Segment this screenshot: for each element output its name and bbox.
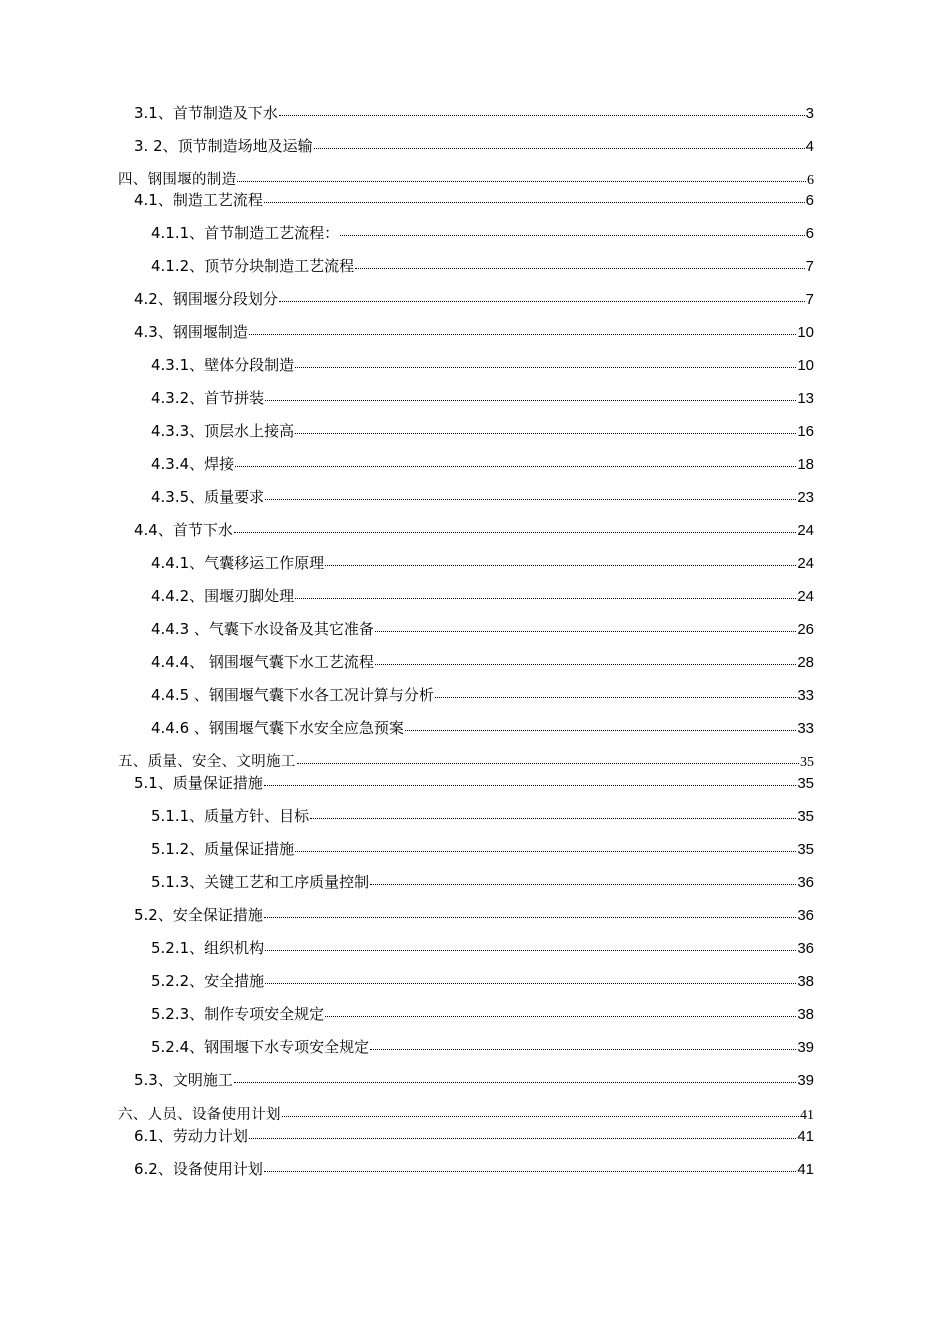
toc-entry-label: 4.1、制造工艺流程 [134,191,263,209]
toc-page-number: 4 [805,138,814,155]
toc-page-number: 36 [797,940,814,957]
toc-entry-label: 4.4、首节下水 [134,521,233,539]
toc-entry-label: 5.1、质量保证措施 [134,774,263,792]
toc-page-number: 36 [797,874,814,891]
dot-leader [264,190,805,205]
toc-entry-4-3-1[interactable] [151,355,814,373]
toc-entry-label: 4.4.2、围堰刃脚处理 [151,587,295,605]
toc-entry-label: 4.3.4、焊接 [151,455,235,473]
toc-entry-label: 4.3.5、质量要求 [151,488,265,506]
toc-entry-label: 4.2、钢围堰分段划分 [134,290,278,308]
dot-leader [295,355,796,370]
toc-entry-5-2-4[interactable] [151,1037,814,1055]
dot-leader [265,938,796,953]
dot-leader [234,1070,796,1085]
dot-leader [295,421,796,436]
dot-leader [340,223,804,238]
dot-leader [282,1104,799,1119]
dot-leader [234,520,796,535]
toc-entry-4-4-6[interactable] [151,718,814,736]
toc-entry-label: 3.1、首节制造及下水 [134,104,278,122]
toc-entry-5-2-3[interactable] [151,1004,814,1022]
toc-entry-label: 4.3.2、首节拼装 [151,389,265,407]
toc-entry-4-4-2[interactable] [151,586,814,604]
dot-leader [264,905,796,920]
dot-leader [435,685,796,700]
toc-entry-4-2[interactable] [134,289,814,307]
toc-entry-label: 5.3、文明施工 [134,1071,233,1089]
toc-entry-label: 5.2.2、安全措施 [151,972,265,990]
dot-leader [405,718,796,733]
toc-page-number: 10 [797,324,814,341]
toc-entry-4-4[interactable] [134,520,814,538]
toc-page-number: 3 [805,105,814,122]
toc-entry-5-1-3[interactable] [151,872,814,890]
toc-entry-label: 4.4.5 、钢围堰气囊下水各工况计算与分析 [151,686,434,704]
toc-page-number: 10 [797,357,814,374]
toc-page-number: 7 [805,291,814,308]
dot-leader [237,169,806,184]
toc-entry-label: 四、钢围堰的制造 [118,171,237,188]
toc-entry-4-3-4[interactable] [151,454,814,472]
toc-entry-label: 六、人员、设备使用计划 [118,1106,281,1123]
toc-entry-4-4-3[interactable] [151,619,814,637]
toc-entry-label: 6.2、设备使用计划 [134,1160,263,1178]
toc-entry-4-3-2[interactable] [151,388,814,406]
toc-page-number: 18 [797,456,814,473]
dot-leader [279,103,805,118]
toc-page-number: 24 [797,588,814,605]
dot-leader [295,839,796,854]
toc-page-number: 28 [797,654,814,671]
toc-entry-label: 5.2.4、钢围堰下水专项安全规定 [151,1038,370,1056]
toc-entry-4-3-3[interactable] [151,421,814,439]
toc-entry-label: 4.4.6 、钢围堰气囊下水安全应急预案 [151,719,404,737]
toc-page-number: 39 [797,1072,814,1089]
toc-entry-5-1-1[interactable] [151,806,814,824]
toc-entry-label: 5.1.3、关键工艺和工序质量控制 [151,873,370,891]
dot-leader [265,971,796,986]
toc-page-number: 33 [797,720,814,737]
dot-leader [279,289,805,304]
dot-leader [310,806,796,821]
dot-leader [264,773,796,788]
toc-entry-label: 5.2.1、组织机构 [151,939,265,957]
toc-entry-4-4-4[interactable] [151,652,814,670]
toc-entry-label: 3. 2、顶节制造场地及运输 [134,137,313,155]
toc-entry-4-3[interactable] [134,322,814,340]
toc-page-number: 39 [797,1039,814,1056]
toc-page-number: 6 [805,225,814,242]
dot-leader [325,1004,796,1019]
dot-leader [325,553,796,568]
toc-entry-4-3-5[interactable] [151,487,814,505]
toc-entry-5-2[interactable] [134,905,814,923]
dot-leader [235,454,796,469]
toc-page-number: 24 [797,522,814,539]
toc-entry-label: 5.2.3、制作专项安全规定 [151,1005,325,1023]
toc-page-number: 41 [797,1161,814,1178]
toc-entry-4-1-1[interactable] [151,223,814,241]
toc-entry-label: 五、质量、安全、文明施工 [118,753,296,770]
toc-entry-4-1[interactable] [134,190,814,208]
toc-page-number: 36 [797,907,814,924]
toc-page-number: 38 [797,973,814,990]
toc-page-number: 38 [797,1006,814,1023]
dot-leader [249,1126,796,1141]
dot-leader [264,1159,796,1174]
toc-entry-label: 4.1.1、首节制造工艺流程： [151,224,340,242]
toc-page-number: 35 [797,841,814,858]
toc-entry-5-2-2[interactable] [151,971,814,989]
toc-entry-label: 4.4.4、 钢围堰气囊下水工艺流程 [151,653,374,671]
toc-entry-chapter-5[interactable] [118,751,814,770]
toc-page-number: 41 [797,1128,814,1145]
toc-page-number: 26 [797,621,814,638]
toc-entry-4-4-1[interactable] [151,553,814,571]
toc-page-number: 13 [797,390,814,407]
toc-page-number: 33 [797,687,814,704]
toc-entry-label: 5.1.2、质量保证措施 [151,840,295,858]
toc-page-number: 35 [797,775,814,792]
dot-leader [297,751,799,766]
toc-entry-label: 4.3.1、壁体分段制造 [151,356,295,374]
toc-entry-5-1[interactable] [134,773,814,791]
toc-entry-chapter-4[interactable] [118,169,814,188]
dot-leader [265,487,796,502]
toc-page-number: 24 [797,555,814,572]
dot-leader [295,586,796,601]
dot-leader [314,136,805,151]
toc-entry-5-2-1[interactable] [151,938,814,956]
toc-entry-chapter-6[interactable] [118,1104,814,1123]
toc-entry-5-3[interactable] [134,1070,814,1088]
toc-entry-label: 4.4.1、气囊移运工作原理 [151,554,325,572]
toc-entry-4-1-2[interactable] [151,256,814,274]
toc-entry-label: 4.3、钢围堰制造 [134,323,248,341]
toc-page-number: 35 [800,754,814,770]
dot-leader [375,652,796,667]
toc-entry-label: 5.1.1、质量方针、目标 [151,807,310,825]
toc-entry-3-1[interactable] [134,103,814,121]
dot-leader [370,872,796,887]
toc-entry-4-4-5[interactable] [151,685,814,703]
toc-page-number: 35 [797,808,814,825]
toc-entry-label: 6.1、劳动力计划 [134,1127,248,1145]
toc-page-number: 23 [797,489,814,506]
toc-page-number: 16 [797,423,814,440]
toc-entry-label: 5.2、安全保证措施 [134,906,263,924]
dot-leader [375,619,796,634]
toc-entry-label: 4.1.2、顶节分块制造工艺流程 [151,257,355,275]
toc-entry-6-2[interactable] [134,1159,814,1177]
dot-leader [265,388,796,403]
toc-entry-label: 4.3.3、顶层水上接高 [151,422,295,440]
dot-leader [249,322,796,337]
toc-entry-6-1[interactable] [134,1126,814,1144]
dot-leader [370,1037,796,1052]
toc-page-number: 6 [807,172,814,188]
toc-entry-5-1-2[interactable] [151,839,814,857]
toc-page-number: 6 [805,192,814,209]
toc-page-number: 7 [805,258,814,275]
toc-page-number: 41 [800,1107,814,1123]
toc-entry-label: 4.4.3 、气囊下水设备及其它准备 [151,620,374,638]
dot-leader [355,256,804,271]
toc-entry-3-2[interactable] [134,136,814,154]
